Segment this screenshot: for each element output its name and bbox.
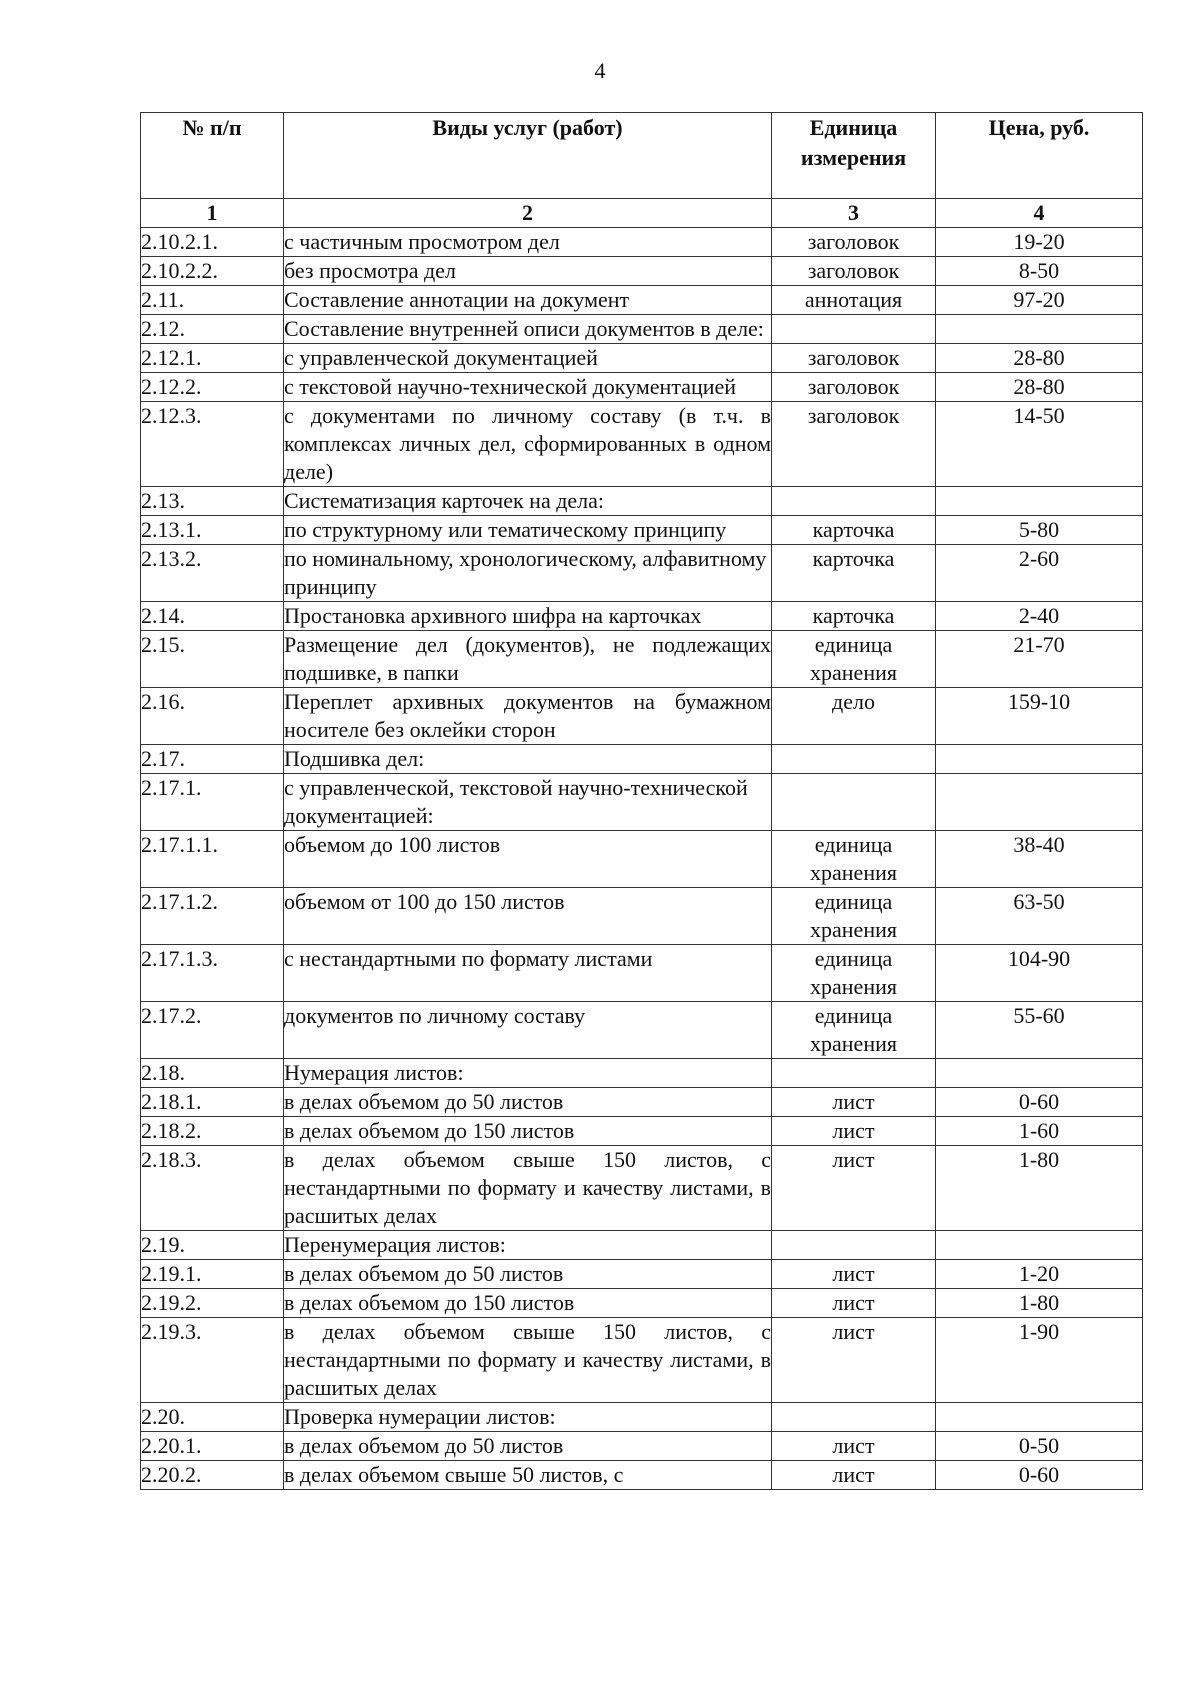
unit-of-measure: заголовок <box>772 257 936 286</box>
price-value: 1-80 <box>936 1146 1143 1231</box>
row-number: 2.18.1. <box>141 1088 284 1117</box>
row-number: 2.14. <box>141 602 284 631</box>
table-row <box>141 1117 1143 1146</box>
unit-of-measure: лист <box>772 1260 936 1289</box>
table-row <box>141 945 1143 1002</box>
row-number: 2.10.2.1. <box>141 228 284 257</box>
unit-of-measure <box>772 487 936 516</box>
unit-of-measure: лист <box>772 1432 936 1461</box>
row-number: 2.12.3. <box>141 402 284 487</box>
row-number: 2.12.1. <box>141 344 284 373</box>
unit-of-measure: единица хранения <box>772 1002 936 1059</box>
table-row <box>141 688 1143 745</box>
header-price: Цена, руб. <box>936 113 1143 199</box>
service-description: с нестандартными по формату листами <box>284 945 772 1002</box>
service-description: документов по личному составу <box>284 1002 772 1059</box>
row-number: 2.20. <box>141 1403 284 1432</box>
table-row <box>141 487 1143 516</box>
row-number: 2.19.3. <box>141 1318 284 1403</box>
service-description: без просмотра дел <box>284 257 772 286</box>
unit-of-measure: заголовок <box>772 402 936 487</box>
service-description: по структурному или тематическому принципу <box>284 516 772 545</box>
unit-of-measure: лист <box>772 1289 936 1318</box>
price-value: 21-70 <box>936 631 1143 688</box>
table-body <box>141 228 1143 1490</box>
unit-of-measure: дело <box>772 688 936 745</box>
row-number: 2.10.2.2. <box>141 257 284 286</box>
row-number: 2.12. <box>141 315 284 344</box>
unit-of-measure: единица хранения <box>772 631 936 688</box>
price-value: 1-60 <box>936 1117 1143 1146</box>
unit-of-measure: лист <box>772 1146 936 1231</box>
price-value: 28-80 <box>936 373 1143 402</box>
service-description: с текстовой научно-технической документацией <box>284 373 772 402</box>
price-table <box>140 112 1143 1490</box>
row-number: 2.15. <box>141 631 284 688</box>
table-row <box>141 1088 1143 1117</box>
service-description: с управленческой, текстовой научно-технической документацией: <box>284 774 772 831</box>
table-row <box>141 1059 1143 1088</box>
row-number: 2.13.1. <box>141 516 284 545</box>
column-number: 4 <box>936 199 1143 228</box>
row-number: 2.11. <box>141 286 284 315</box>
service-description: с управленческой документацией <box>284 344 772 373</box>
service-description: в делах объемом свыше 150 листов, с нестандартными по формату и качеству листами, в расшитых делах <box>284 1146 772 1231</box>
price-value: 1-80 <box>936 1289 1143 1318</box>
table-row <box>141 257 1143 286</box>
price-value: 63-50 <box>936 888 1143 945</box>
price-value: 1-90 <box>936 1318 1143 1403</box>
unit-of-measure: заголовок <box>772 228 936 257</box>
price-value <box>936 1403 1143 1432</box>
price-value: 8-50 <box>936 257 1143 286</box>
unit-of-measure: единица хранения <box>772 888 936 945</box>
price-value: 28-80 <box>936 344 1143 373</box>
unit-of-measure: лист <box>772 1117 936 1146</box>
service-description: в делах объемом до 50 листов <box>284 1432 772 1461</box>
service-description: Нумерация листов: <box>284 1059 772 1088</box>
table-row <box>141 344 1143 373</box>
row-number: 2.13. <box>141 487 284 516</box>
column-number-row <box>141 199 1143 228</box>
price-value <box>936 1059 1143 1088</box>
service-description: в делах объемом свыше 50 листов, с <box>284 1461 772 1490</box>
price-value <box>936 774 1143 831</box>
row-number: 2.19. <box>141 1231 284 1260</box>
row-number: 2.13.2. <box>141 545 284 602</box>
unit-of-measure: карточка <box>772 602 936 631</box>
table-row <box>141 888 1143 945</box>
header-service: Виды услуг (работ) <box>284 113 772 199</box>
table-row <box>141 745 1143 774</box>
unit-of-measure: карточка <box>772 516 936 545</box>
unit-of-measure: карточка <box>772 545 936 602</box>
row-number: 2.17.1.1. <box>141 831 284 888</box>
table-row <box>141 373 1143 402</box>
table-row <box>141 286 1143 315</box>
row-number: 2.18. <box>141 1059 284 1088</box>
row-number: 2.19.2. <box>141 1289 284 1318</box>
price-value: 0-60 <box>936 1461 1143 1490</box>
service-description: Проверка нумерации листов: <box>284 1403 772 1432</box>
price-value: 0-60 <box>936 1088 1143 1117</box>
column-number: 1 <box>141 199 284 228</box>
service-description: в делах объемом до 50 листов <box>284 1088 772 1117</box>
row-number: 2.17.2. <box>141 1002 284 1059</box>
price-value: 97-20 <box>936 286 1143 315</box>
table-row <box>141 602 1143 631</box>
table-header-row <box>141 113 1143 199</box>
header-number: № п/п <box>141 113 284 199</box>
unit-of-measure: заголовок <box>772 344 936 373</box>
table-row <box>141 831 1143 888</box>
unit-of-measure <box>772 1403 936 1432</box>
header-unit: Единица измерения <box>772 113 936 199</box>
price-value: 14-50 <box>936 402 1143 487</box>
price-value: 2-40 <box>936 602 1143 631</box>
service-description: в делах объемом свыше 150 листов, с нестандартными по формату и качеству листами, в расшитых делах <box>284 1318 772 1403</box>
table-row <box>141 1231 1143 1260</box>
price-value: 0-50 <box>936 1432 1143 1461</box>
table-row <box>141 1146 1143 1231</box>
price-value <box>936 487 1143 516</box>
service-description: с частичным просмотром дел <box>284 228 772 257</box>
table-row <box>141 774 1143 831</box>
table-row <box>141 1461 1143 1490</box>
service-description: Простановка архивного шифра на карточках <box>284 602 772 631</box>
table-row <box>141 1432 1143 1461</box>
service-description: объемом до 100 листов <box>284 831 772 888</box>
table-row <box>141 1403 1143 1432</box>
row-number: 2.18.3. <box>141 1146 284 1231</box>
table-row <box>141 1289 1143 1318</box>
price-value: 1-20 <box>936 1260 1143 1289</box>
price-value: 19-20 <box>936 228 1143 257</box>
price-value <box>936 315 1143 344</box>
unit-of-measure: единица хранения <box>772 831 936 888</box>
service-description: в делах объемом до 150 листов <box>284 1289 772 1318</box>
unit-of-measure: аннотация <box>772 286 936 315</box>
price-value: 38-40 <box>936 831 1143 888</box>
service-description: Составление аннотации на документ <box>284 286 772 315</box>
price-value: 5-80 <box>936 516 1143 545</box>
service-description: в делах объемом до 50 листов <box>284 1260 772 1289</box>
row-number: 2.17.1. <box>141 774 284 831</box>
unit-of-measure <box>772 745 936 774</box>
price-value: 104-90 <box>936 945 1143 1002</box>
service-description: Составление внутренней описи документов в деле: <box>284 315 772 344</box>
table-row <box>141 315 1143 344</box>
table-row <box>141 228 1143 257</box>
row-number: 2.20.1. <box>141 1432 284 1461</box>
service-description: в делах объемом до 150 листов <box>284 1117 772 1146</box>
table-row <box>141 1318 1143 1403</box>
row-number: 2.17.1.2. <box>141 888 284 945</box>
price-value <box>936 1231 1143 1260</box>
service-description: по номинальному, хронологическому, алфавитному принципу <box>284 545 772 602</box>
column-number: 3 <box>772 199 936 228</box>
service-description: Перенумерация листов: <box>284 1231 772 1260</box>
unit-of-measure: заголовок <box>772 373 936 402</box>
unit-of-measure <box>772 1231 936 1260</box>
service-description: Переплет архивных документов на бумажном носителе без оклейки сторон <box>284 688 772 745</box>
price-value: 159-10 <box>936 688 1143 745</box>
row-number: 2.17. <box>141 745 284 774</box>
table-row <box>141 631 1143 688</box>
service-description: Систематизация карточек на дела: <box>284 487 772 516</box>
table-row <box>141 1260 1143 1289</box>
price-value: 2-60 <box>936 545 1143 602</box>
row-number: 2.16. <box>141 688 284 745</box>
service-description: Подшивка дел: <box>284 745 772 774</box>
row-number: 2.12.2. <box>141 373 284 402</box>
table-row <box>141 402 1143 487</box>
row-number: 2.20.2. <box>141 1461 284 1490</box>
row-number: 2.17.1.3. <box>141 945 284 1002</box>
table-row <box>141 545 1143 602</box>
unit-of-measure: лист <box>772 1461 936 1490</box>
row-number: 2.18.2. <box>141 1117 284 1146</box>
price-value <box>936 745 1143 774</box>
service-description: с документами по личному составу (в т.ч. в комплексах личных дел, сформированных в одном деле) <box>284 402 772 487</box>
unit-of-measure <box>772 1059 936 1088</box>
unit-of-measure: лист <box>772 1088 936 1117</box>
unit-of-measure <box>772 774 936 831</box>
service-description: Размещение дел (документов), не подлежащих подшивке, в папки <box>284 631 772 688</box>
service-description: объемом от 100 до 150 листов <box>284 888 772 945</box>
table-row <box>141 516 1143 545</box>
unit-of-measure: единица хранения <box>772 945 936 1002</box>
table-row <box>141 1002 1143 1059</box>
page-number: 4 <box>594 58 606 83</box>
price-value: 55-60 <box>936 1002 1143 1059</box>
unit-of-measure: лист <box>772 1318 936 1403</box>
row-number: 2.19.1. <box>141 1260 284 1289</box>
unit-of-measure <box>772 315 936 344</box>
column-number: 2 <box>284 199 772 228</box>
